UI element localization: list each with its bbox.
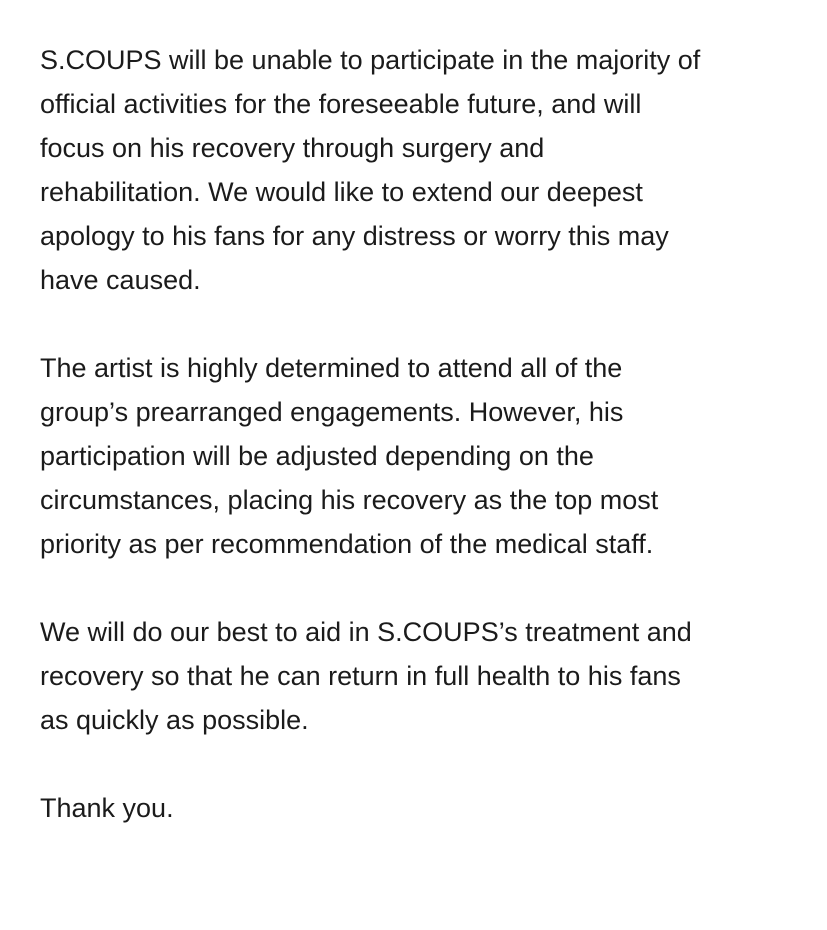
paragraph-closing [40, 786, 800, 830]
statement-document [40, 38, 800, 830]
text-line: recovery so that he can return in full health to his fans [40, 661, 681, 691]
text-line: group’s prearranged engagements. However, his [40, 397, 624, 427]
closing-line: Thank you. [40, 793, 174, 823]
text-line: We will do our best to aid in S.COUPS’s treatment and [40, 617, 692, 647]
text-line: focus on his recovery through surgery and [40, 133, 545, 163]
text-line: rehabilitation. We would like to extend our deepest [40, 177, 643, 207]
text-line: as quickly as possible. [40, 705, 309, 735]
text-line: apology to his fans for any distress or worry this may [40, 221, 669, 251]
text-line: have caused. [40, 265, 201, 295]
text-line: participation will be adjusted depending on the [40, 441, 594, 471]
paragraph-recovery-notice [40, 38, 800, 302]
paragraph-treatment [40, 610, 800, 742]
text-line: circumstances, placing his recovery as the top most [40, 485, 659, 515]
text-line: S.COUPS will be unable to participate in the majority of [40, 45, 701, 75]
text-line: official activities for the foreseeable future, and will [40, 89, 642, 119]
text-line: priority as per recommendation of the medical staff. [40, 529, 654, 559]
paragraph-participation [40, 346, 800, 566]
text-line: The artist is highly determined to attend all of the [40, 353, 623, 383]
